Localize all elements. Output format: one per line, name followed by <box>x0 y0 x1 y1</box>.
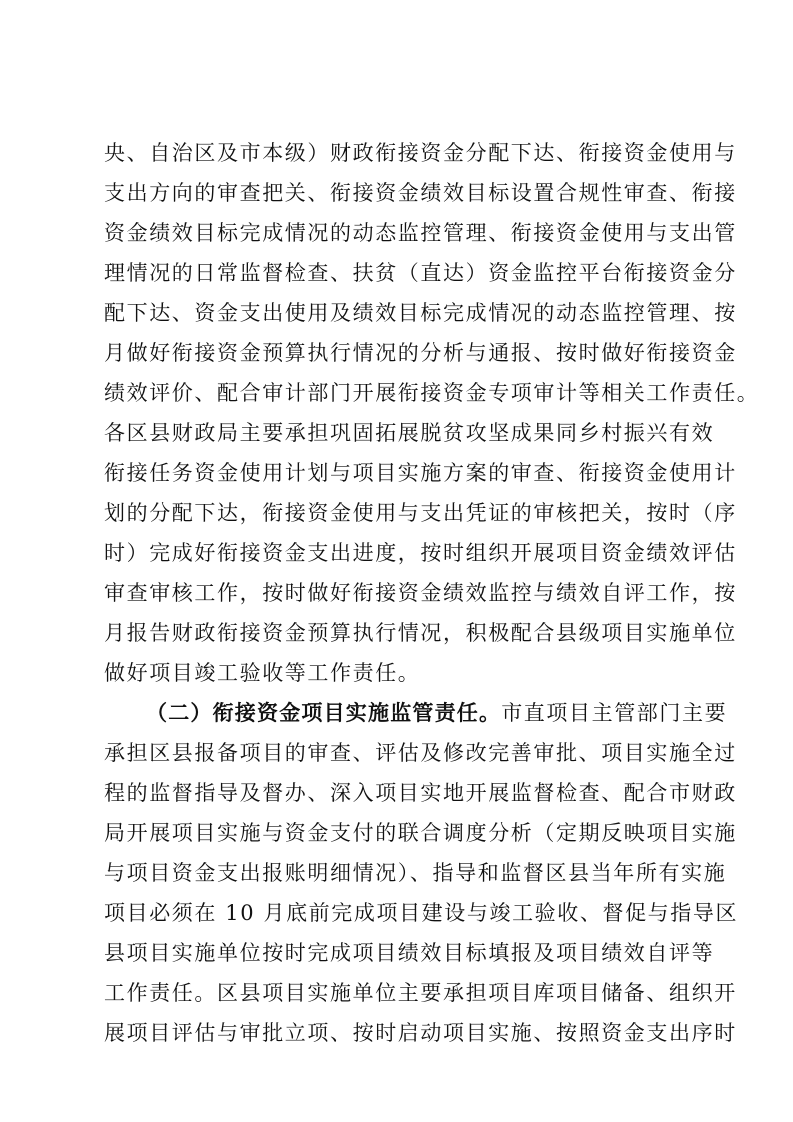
section-heading: （二）衔接资金项目实施监管责任。 <box>146 701 502 725</box>
text-line: 配下达、资金支出使用及绩效目标完成情况的动态监控管理、按 <box>104 301 737 325</box>
text-line: 承担区县报备项目的审查、评估及修改完善审批、项目实施全过 <box>104 741 737 765</box>
text-line: 与项目资金支出报账明细情况）、指导和监督区县当年所有实施 <box>104 861 727 885</box>
text-line: 审查审核工作，按时做好衔接资金绩效监控与绩效自评工作，按 <box>104 581 737 605</box>
text-line: 绩效评价、配合审计部门开展衔接资金专项审计等相关工作责任。 <box>104 381 760 405</box>
text-line: 划的分配下达，衔接资金使用与支出凭证的审核把关，按时（序 <box>104 501 737 525</box>
text-line: 程的监督指导及督办、深入项目实地开展监督检查、配合市财政 <box>104 781 737 805</box>
text-line: 央、自治区及市本级）财政衔接资金分配下达、衔接资金使用与 <box>104 141 737 165</box>
text-line: 衔接任务资金使用计划与项目实施方案的审查、衔接资金使用计 <box>104 461 737 485</box>
text-line: 工作责任。区县项目实施单位主要承担项目库项目储备、组织开 <box>104 981 737 1005</box>
text-line: 县项目实施单位按时完成项目绩效目标填报及项目绩效自评等 <box>104 941 715 965</box>
text-line: 资金绩效目标完成情况的动态监控管理、衔接资金使用与支出管 <box>104 221 737 245</box>
text-line: 各区县财政局主要承担巩固拓展脱贫攻坚成果同乡村振兴有效 <box>104 421 715 445</box>
text-line: 展项目评估与审批立项、按时启动项目实施、按照资金支出序时 <box>104 1021 737 1045</box>
text-line: 项目必须在 10 月底前完成项目建设与竣工验收、督促与指导区 <box>104 901 739 925</box>
text-line: 局开展项目实施与资金支付的联合调度分析（定期反映项目实施 <box>104 821 737 845</box>
section-first-line <box>146 693 728 733</box>
text-line: 理情况的日常监督检查、扶贫（直达）资金监控平台衔接资金分 <box>104 261 737 285</box>
text-line: 月报告财政衔接资金预算执行情况，积极配合县级项目实施单位 <box>104 621 737 645</box>
text-line: 支出方向的审查把关、衔接资金绩效目标设置合规性审查、衔接 <box>104 181 737 205</box>
text-line: 做好项目竣工验收等工作责任。 <box>104 661 421 685</box>
text-line: 月做好衔接资金预算执行情况的分析与通报、按时做好衔接资金 <box>104 341 737 365</box>
section-first-line-text: 市直项目主管部门主要 <box>501 701 728 725</box>
text-line: 时）完成好衔接资金支出进度，按时组织开展项目资金绩效评估 <box>104 541 737 565</box>
